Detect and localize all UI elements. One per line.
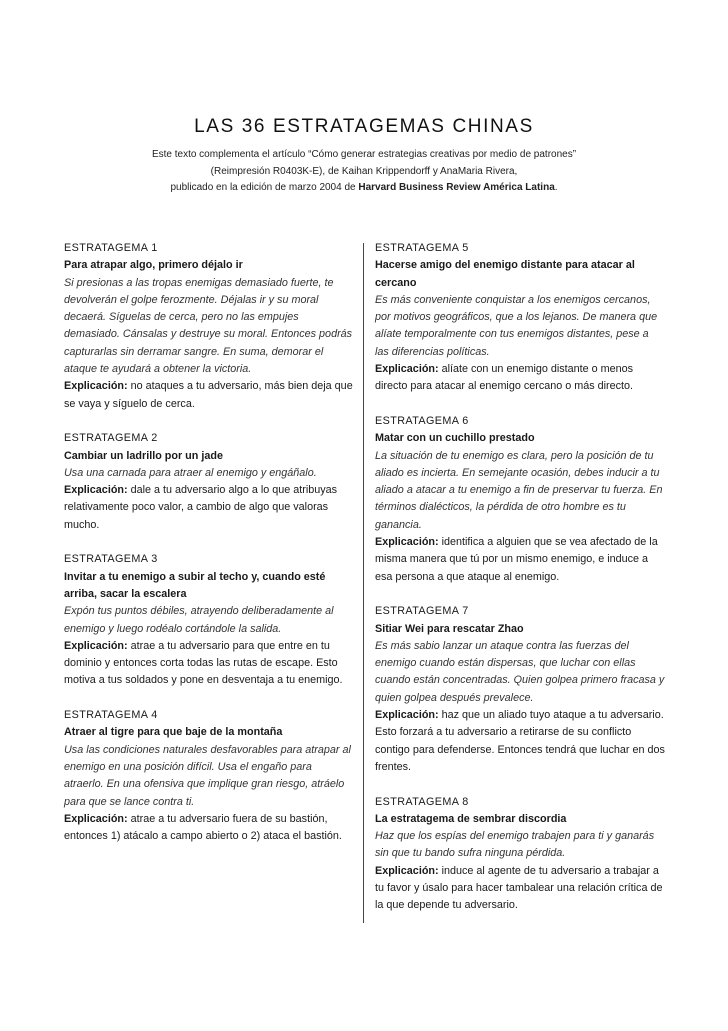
stratagem-label: ESTRATAGEMA 6 (375, 414, 469, 427)
stratagem-3 (64, 551, 354, 689)
stratagem-explanation (375, 709, 665, 773)
stratagem-description: La situación de tu enemigo es clara, pero la posición de tu aliado es incierta. En semejante ocasión, debes inducir a tu aliado a atacar a tu enemigo a fin de preservar tu fuerza. En términos dialécticos, la pérdida de otro hombre es tu ganancia. (375, 449, 663, 531)
stratagem-description: Usa las condiciones naturales desfavorables para atrapar al enemigo en una posición difícil. Usa el engaño para atraerlo. En una ofensiva que implique gran riesgo, atráelo para que se lance contra ti. (64, 743, 351, 808)
stratagem-5 (375, 240, 665, 396)
stratagem-explanation (375, 865, 662, 912)
stratagem-name: Sitiar Wei para rescatar Zhao (375, 622, 524, 635)
explanation-label: Explicación: (375, 709, 439, 722)
stratagem-label: ESTRATAGEMA 7 (375, 605, 469, 618)
stratagem-2 (64, 430, 354, 534)
stratagem-name: Matar con un cuchillo prestado (375, 432, 535, 445)
right-column (375, 240, 665, 932)
stratagem-name: La estratagema de sembrar discordia (375, 812, 567, 825)
intro-line-2: (Reimpresión R0403K-E), de Kaihan Krippendorff y AnaMaria Rivera, (210, 165, 518, 177)
stratagem-7 (375, 603, 665, 776)
stratagem-label: ESTRATAGEMA 2 (64, 432, 158, 445)
explanation-text: alíate con un enemigo distante o menos directo para atacar al enemigo cercano o más directo. (375, 363, 634, 393)
explanation-label: Explicación: (64, 380, 128, 393)
stratagem-explanation (64, 484, 337, 531)
stratagem-name: Invitar a tu enemigo a subir al techo y, cuando esté arriba, sacar la escalera (64, 570, 326, 600)
stratagem-6 (375, 413, 665, 586)
stratagem-label: ESTRATAGEMA 4 (64, 709, 158, 722)
explanation-label: Explicación: (64, 484, 128, 497)
page-title: LAS 36 ESTRATAGEMAS CHINAS (194, 116, 534, 137)
explanation-text: identifica a alguien que se vea afectado de la misma manera que tú por un mismo enemigo, e induce a esa persona a que ataque al enemigo. (375, 536, 658, 583)
stratagem-8 (375, 794, 665, 915)
intro-text (0, 147, 728, 197)
stratagem-explanation (375, 536, 658, 583)
intro-line-3-text: publicado en la edición de marzo 2004 de (170, 182, 359, 193)
stratagem-name: Hacerse amigo del enemigo distante para atacar al cercano (375, 259, 635, 289)
stratagem-explanation (64, 640, 343, 687)
stratagem-description: Si presionas a las tropas enemigas demasiado fuerte, te devolverán el golpe ferozmente. Déjalas ir y su moral decaerá. Síguelas de cerca, pero no las empujes demasiado. Cánsalas y destruye su moral. Entonces podrás capturarlas sin derramar sangre. En suma, demorar el ataque te ayudará a obtener la victoria. (64, 276, 353, 376)
stratagem-1 (64, 240, 354, 413)
stratagem-description: Expón tus puntos débiles, atrayendo deliberadamente al enemigo y luego rodéalo cortándole la salida. (64, 605, 334, 635)
intro-line-3-end: . (554, 182, 558, 193)
intro-line-3 (0, 180, 728, 197)
explanation-label: Explicación: (64, 812, 128, 825)
explanation-label: Explicación: (375, 864, 439, 877)
explanation-label: Explicación: (375, 363, 439, 376)
stratagem-explanation (64, 380, 353, 409)
stratagem-explanation (64, 813, 342, 842)
stratagem-4 (64, 707, 354, 845)
intro-line-1: Este texto complementa el artículo “Cómo generar estrategias creativas por medio de patrones” (151, 149, 577, 160)
stratagem-label: ESTRATAGEMA 5 (375, 242, 469, 254)
explanation-text: haz que un aliado tuyo ataque a tu adversario. Esto forzará a tu adversario a retirarse de su conflicto contigo para defenderse. Entonces tendrá que luchar en dos frentes. (375, 709, 665, 773)
stratagem-description: Haz que los espías del enemigo trabajen para ti y ganarás sin que tu bando sufra ninguna pérdida. (375, 830, 655, 860)
stratagem-description: Usa una carnada para atraer al enemigo y engáñalo. (64, 466, 317, 479)
explanation-label: Explicación: (375, 536, 439, 549)
stratagem-label: ESTRATAGEMA 3 (64, 553, 158, 566)
stratagem-description: Es más sabio lanzar un ataque contra las fuerzas del enemigo cuando están dispersas, que luchar con ellas cuando están concentradas. Quien golpea primero fracasa y quien golpea después prevalece. (375, 639, 665, 704)
stratagem-name: Atraer al tigre para que baje de la montaña (64, 726, 283, 739)
stratagem-label: ESTRATAGEMA 8 (375, 795, 469, 808)
explanation-text: atrae a tu adversario para que entre en tu dominio y entonces corta todas las rutas de escape. Esto motiva a tus soldados y pone en desventaja a tu enemigo. (64, 639, 343, 687)
publication-name: Harvard Business Review América Latina (358, 182, 555, 193)
explanation-text: induce al agente de tu adversario a trabajar a tu favor y úsalo para hacer tambalear una relación crítica de la que depende tu adversario. (375, 864, 663, 912)
stratagem-label: ESTRATAGEMA 1 (64, 242, 158, 254)
explanation-text: dale a tu adversario algo a lo que atribuyas relativamente poco valor, a cambio de algo que valoras mucho. (64, 484, 338, 531)
stratagem-explanation (375, 363, 633, 392)
stratagem-description: Es más conveniente conquistar a los enemigos cercanos, por motivos geográficos, que a los lejanos. De manera que alíate temporalmente con tus enemigos distantes, pese a las diferencias políticas. (375, 293, 658, 358)
column-divider (363, 243, 364, 923)
stratagem-name: Cambiar un ladrillo por un jade (64, 449, 223, 462)
explanation-label: Explicación: (64, 639, 128, 652)
stratagem-name: Para atrapar algo, primero déjalo ir (64, 259, 243, 272)
explanation-text: no ataques a tu adversario, más bien deja que se vaya y síguelo de cerca. (64, 380, 353, 410)
explanation-text: atrae a tu adversario fuera de su bastión, entonces 1) atácalo a campo abierto o 2) ataca el bastión. (64, 812, 342, 843)
left-column (64, 240, 354, 863)
